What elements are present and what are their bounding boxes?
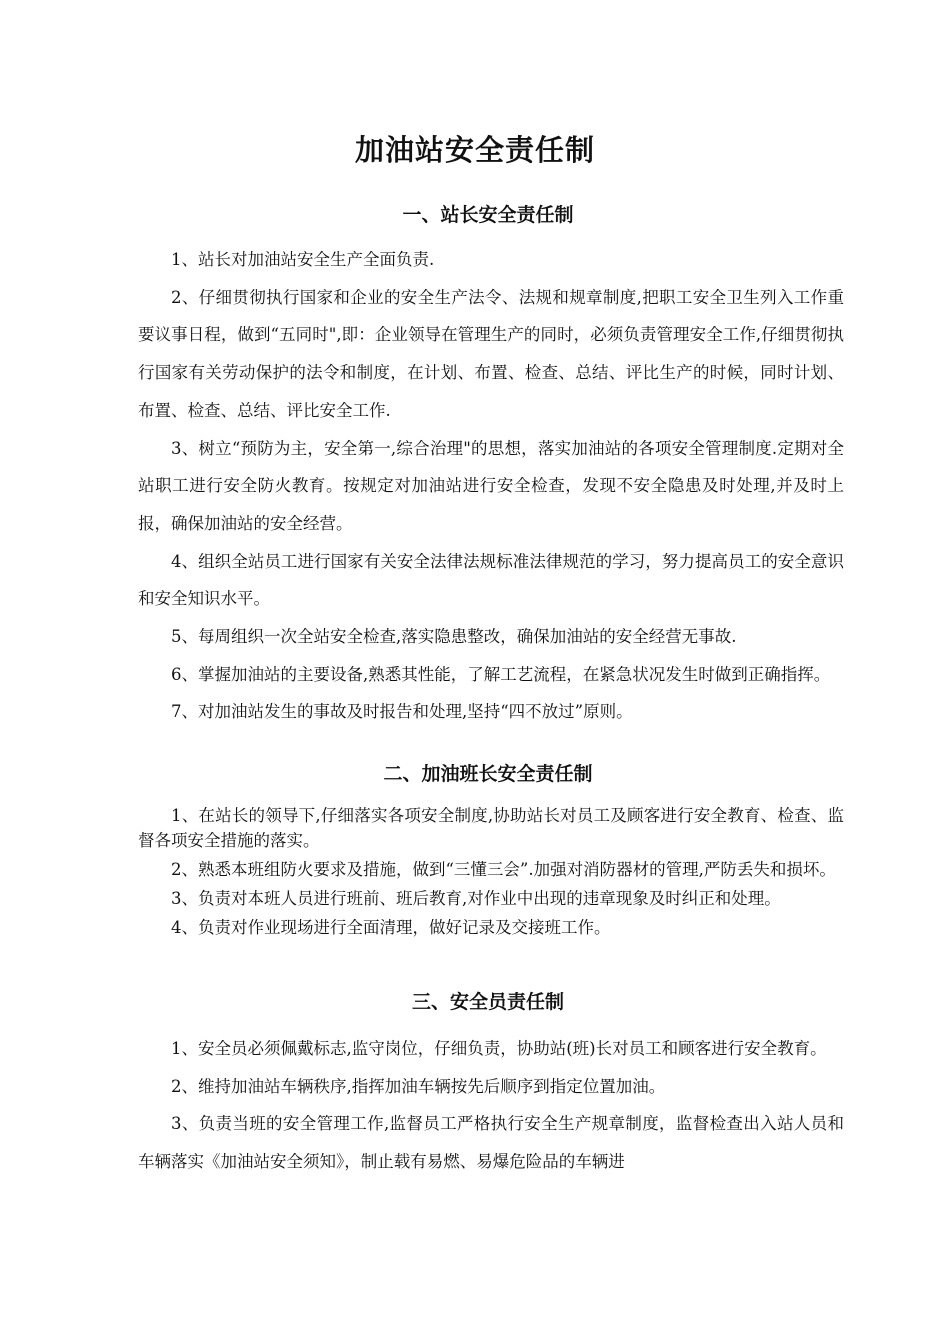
- section-heading-safety-officer: 三、安全员责任制: [411, 991, 564, 1013]
- paragraph: 2、熟悉本班组防火要求及措施，做到“三懂三会”.加强对消防器材的管理,严防丢失和损坏。: [171, 859, 836, 879]
- paragraph: 5、每周组织一次全站安全检查,落实隐患整改，确保加油站的安全经营无事故.: [171, 627, 737, 647]
- paragraph: 2、仔细贯彻执行国家和企业的安全生产法令、法规和规章制度,把职工安全卫生列入工作重要议事日程，做到“五同时",即：企业领导在管理生产的同时，必须负责管理安全工作,仔细贯彻执行国家有关劳动保护的法令和制度，在计划、布置、检查、总结、评比生产的时候，同时计划、布置、检查、总结、评比安全工作.: [138, 287, 844, 420]
- section-body-shift-leader: [138, 804, 844, 940]
- paragraph: 7、对加油站发生的事故及时报告和处理,坚持“四不放过”原则。: [171, 702, 633, 722]
- paragraph: 3、负责对本班人员进行班前、班后教育,对作业中出现的违章现象及时纠正和处理。: [171, 888, 781, 908]
- section-heading-shift-leader: 二、加油班长安全责任制: [383, 763, 593, 785]
- section-heading-stationmaster: 一、站长安全责任制: [402, 204, 574, 226]
- paragraph: 1、安全员必须佩戴标志,监守岗位，仔细负责，协助站(班)长对员工和顾客进行安全教育。: [171, 1039, 827, 1058]
- paragraph: 1、在站长的领导下,仔细落实各项安全制度,协助站长对员工及顾客进行安全教育、检查、监督各项安全措施的落实。: [138, 806, 844, 850]
- paragraph: 4、负责对作业现场进行全面清理，做好记录及交接班工作。: [171, 917, 611, 937]
- paragraph: 6、掌握加油站的主要设备,熟悉其性能，了解工艺流程，在紧急状况发生时做到正确指挥。: [171, 664, 831, 684]
- paragraph: 3、负责当班的安全管理工作,监督员工严格执行安全生产规章制度，监督检查出入站人员和车辆落实《加油站安全须知》，制止载有易燃、易爆危险品的车辆进: [138, 1114, 844, 1172]
- paragraph: 3、树立“预防为主，安全第一,综合治理"的思想，落实加油站的各项安全管理制度.定期对全站职工进行安全防火教育。按规定对加油站进行安全检查，发现不安全隐患及时处理,并及时上报，确保加油站的安全经营。: [138, 438, 844, 533]
- paragraph: 1、站长对加油站安全生产全面负责.: [171, 250, 435, 269]
- document-title: 加油站安全责任制: [354, 133, 595, 167]
- paragraph: 4、组织全站员工进行国家有关安全法律法规标准法律规范的学习，努力提高员工的安全意识和安全知识水平。: [138, 551, 844, 609]
- section-body-stationmaster: [138, 241, 844, 731]
- paragraph: 2、维持加油站车辆秩序,指挥加油车辆按先后顺序到指定位置加油。: [171, 1076, 666, 1096]
- section-body-safety-officer: [138, 1030, 844, 1181]
